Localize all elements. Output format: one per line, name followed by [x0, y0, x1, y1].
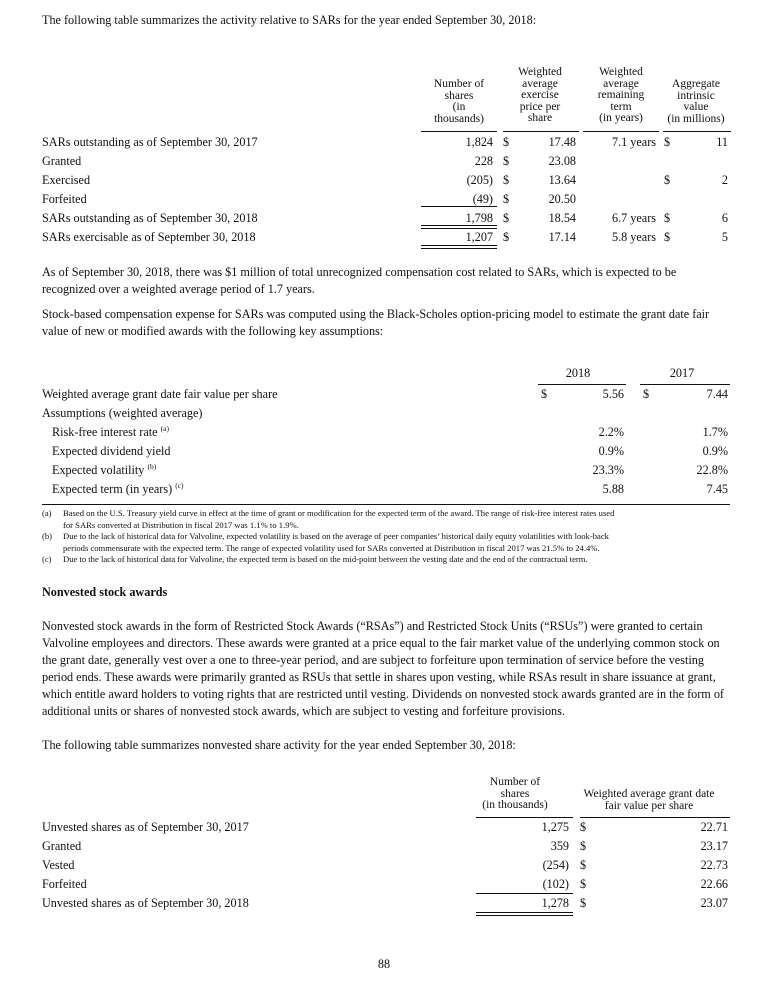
header-line: (in years) [599, 112, 643, 124]
row-label: Forfeited [42, 192, 87, 206]
header-line: shares [500, 787, 530, 800]
year-header-2018: 2018 [565, 366, 591, 380]
row-label: Unvested shares as of September 30, 2018 [42, 896, 249, 910]
header-line: (in [452, 101, 466, 113]
term-value: 5.8 years [612, 230, 656, 244]
value-2018: 2.2% [598, 425, 624, 439]
shares-value: 1,207 [465, 230, 493, 244]
header-rule [640, 384, 730, 385]
value-2018: 5.56 [602, 387, 624, 401]
price-value: 17.14 [548, 230, 576, 244]
currency-symbol: $ [580, 877, 587, 891]
term-value: 6.7 years [612, 211, 656, 225]
row-label-text: Expected dividend yield [52, 444, 171, 458]
header-line: term [610, 100, 632, 113]
value-2017: 0.9% [702, 444, 728, 458]
header-line: thousands) [434, 112, 484, 125]
value-2017: 1.7% [702, 425, 728, 439]
header-line: Number of [433, 78, 485, 90]
header-line: fair value per share [604, 799, 694, 812]
header-line: average [522, 77, 558, 90]
value-2018: 5.88 [602, 482, 624, 496]
nonvested-intro-text: The following table summarizes nonvested share activity for the year ended September 30, 2018: [42, 738, 516, 752]
footnote-text: for SARs converted at Distribution in fiscal 2017 was 1.1% to 1.9%. [63, 519, 299, 530]
row-label: SARs outstanding as of September 30, 2018 [42, 211, 258, 225]
footnote-mark: (b) [42, 531, 53, 541]
unrecognized-cost-text: As of September 30, 2018, there was $1 million of total unrecognized compensation cost related to SARs, which is expected to be recognized over a weighted average period of 1.7 years. [42, 265, 677, 296]
subtotal-rule [421, 206, 497, 207]
row-label: Granted [42, 839, 82, 853]
shares-value: (205) [466, 173, 493, 187]
header-line: (in millions) [667, 112, 725, 125]
header-line: (in thousands) [482, 799, 548, 811]
header-rule [421, 131, 497, 132]
currency-symbol: $ [503, 192, 510, 206]
row-label [42, 387, 278, 402]
row-label: SARs exercisable as of September 30, 2018 [42, 230, 256, 244]
header-line: Weighted [518, 66, 562, 78]
double-rule [421, 245, 497, 249]
value-2017: 7.44 [706, 387, 728, 401]
header-line: remaining [597, 89, 645, 101]
currency-symbol: $ [580, 820, 587, 834]
footnote-ref: (c) [175, 480, 184, 490]
header-rule [583, 131, 659, 132]
fair-value: 22.71 [700, 820, 728, 834]
nonvested-text: Nonvested stock awards in the form of Restricted Stock Awards (“RSAs”) and Restricted Stock Units (“RSUs”) were granted to certain Valvoline employees and directors. These awards were granted at a price equal to the fair market value of the underlying common stock on the grant date, generally vest over a one to three-year period, and are subject to forfeiture upon termination of service before the vesting period ends. These awards were primarily granted as RSUs that settle in shares upon vesting, while RSAs result in share issuance at grant, which entitle award holders to voting rights that are restricted until vesting. Dividends on nonvested stock awards granted are in the form of additional units or shares of nonvested stock awards, which are subject to vesting and forfeiture provisions. [42, 619, 724, 718]
row-label [52, 482, 184, 497]
header-line: Aggregate [672, 78, 720, 90]
footnote-text: Based on the U.S. Treasury yield curve in effect at the time of grant or modification for the expected term of the award. The range of risk-free interest rates used [63, 508, 615, 518]
currency-symbol: $ [503, 230, 510, 244]
price-value: 20.50 [548, 192, 576, 206]
row-label [52, 444, 170, 459]
subtotal-rule [476, 893, 573, 894]
footnote-mark: (c) [42, 554, 52, 564]
header-line: exercise [521, 89, 559, 101]
fair-value: 22.66 [700, 877, 728, 891]
sars-header-price [500, 67, 580, 125]
intrinsic-value: 6 [721, 211, 728, 225]
footnote-mark: (a) [42, 508, 52, 518]
intrinsic-value: 11 [716, 135, 728, 149]
header-rule [580, 817, 730, 818]
currency-symbol: $ [580, 896, 587, 910]
row-label: Granted [42, 154, 82, 168]
header-rule [538, 384, 626, 385]
shares-value: (254) [542, 858, 569, 872]
price-value: 23.08 [548, 154, 576, 168]
year-header-2017: 2017 [669, 366, 695, 380]
currency-symbol: $ [643, 387, 650, 401]
footnote-text: Due to the lack of historical data for Valvoline, expected volatility is based on the average of peer companies’ historical daily equity volatilities with look-back [63, 531, 609, 541]
shares-value: 228 [474, 154, 493, 168]
row-label: Unvested shares as of September 30, 2017 [42, 820, 249, 834]
header-rule [503, 131, 579, 132]
sars-intro-text: The following table summarizes the activity relative to SARs for the year ended September 30, 2018: [42, 13, 537, 27]
value-2018: 23.3% [592, 463, 624, 477]
value-2018: 0.9% [598, 444, 624, 458]
header-line: Weighted average grant date [583, 788, 715, 800]
intrinsic-value: 2 [721, 173, 728, 187]
header-line: shares [444, 89, 474, 102]
header-line: average [603, 77, 639, 90]
sars-header-shares [420, 79, 498, 125]
price-value: 17.48 [548, 135, 576, 149]
footnote-ref: (b) [147, 461, 157, 471]
header-line: price per [519, 100, 561, 113]
currency-symbol: $ [541, 387, 548, 401]
fair-value: 23.07 [700, 896, 728, 910]
header-line: value [683, 101, 709, 113]
fair-value: 22.73 [700, 858, 728, 872]
header-line: Weighted [599, 66, 643, 78]
header-rule [476, 817, 573, 818]
row-label: Exercised [42, 173, 91, 187]
fair-value: 23.17 [700, 839, 728, 853]
currency-symbol: $ [664, 211, 671, 225]
nonvested-header-shares [470, 777, 560, 812]
row-label: SARs outstanding as of September 30, 2017 [42, 135, 258, 149]
shares-value: 1,798 [465, 211, 493, 225]
price-value: 13.64 [548, 173, 576, 187]
header-line: Number of [489, 776, 541, 788]
shares-value: (102) [542, 877, 569, 891]
black-scholes-text: Stock-based compensation expense for SARs was computed using the Black-Scholes option-pricing model to estimate the grant date fair value of new or modified awards with the following key assumptions: [42, 307, 710, 338]
row-label-text: Expected term (in years) [52, 482, 173, 496]
row-label: Vested [42, 858, 75, 872]
currency-symbol: $ [503, 211, 510, 225]
row-label [52, 425, 169, 440]
currency-symbol: $ [503, 135, 510, 149]
term-value: 7.1 years [612, 135, 656, 149]
value-2017: 22.8% [696, 463, 728, 477]
currency-symbol: $ [664, 230, 671, 244]
section-heading: Nonvested stock awards [42, 585, 168, 599]
sars-header-term [582, 67, 660, 125]
currency-symbol: $ [580, 839, 587, 853]
shares-value: (49) [472, 192, 493, 206]
shares-value: 1,275 [541, 820, 569, 834]
header-line: intrinsic [677, 89, 715, 102]
price-value: 18.54 [548, 211, 576, 225]
row-label-text: Risk-free interest rate [52, 425, 158, 439]
double-rule [421, 225, 497, 229]
footnote-text: periods commensurate with the expected term. The range of expected volatility used for SARs converted at Distribution in fiscal 2017 was 21.5% to 24.4%. [63, 542, 600, 553]
header-line: share [527, 112, 553, 124]
row-label [52, 463, 156, 478]
footnote-separator [42, 504, 730, 505]
sars-header-value [660, 79, 732, 125]
currency-symbol: $ [580, 858, 587, 872]
header-rule [663, 131, 731, 132]
footnote-text: Due to the lack of historical data for Valvoline, the expected term is based on the mid-point between the vesting date and the end of the contractual term. [63, 554, 588, 564]
intrinsic-value: 5 [721, 230, 728, 244]
shares-value: 1,278 [541, 896, 569, 910]
row-label-text: Weighted average grant date fair value per share [42, 387, 278, 401]
currency-symbol: $ [664, 135, 671, 149]
shares-value: 1,824 [465, 135, 493, 149]
currency-symbol: $ [503, 173, 510, 187]
nonvested-header-value [568, 789, 730, 812]
double-rule [476, 912, 573, 916]
value-2017: 7.45 [706, 482, 728, 496]
currency-symbol: $ [503, 154, 510, 168]
page-number: 88 [377, 957, 391, 971]
row-label-text: Assumptions (weighted average) [42, 406, 203, 420]
currency-symbol: $ [664, 173, 671, 187]
row-label-text: Expected volatility [52, 463, 145, 477]
row-label: Forfeited [42, 877, 87, 891]
shares-value: 359 [550, 839, 569, 853]
footnote-ref: (a) [160, 423, 169, 433]
row-label [42, 406, 202, 421]
